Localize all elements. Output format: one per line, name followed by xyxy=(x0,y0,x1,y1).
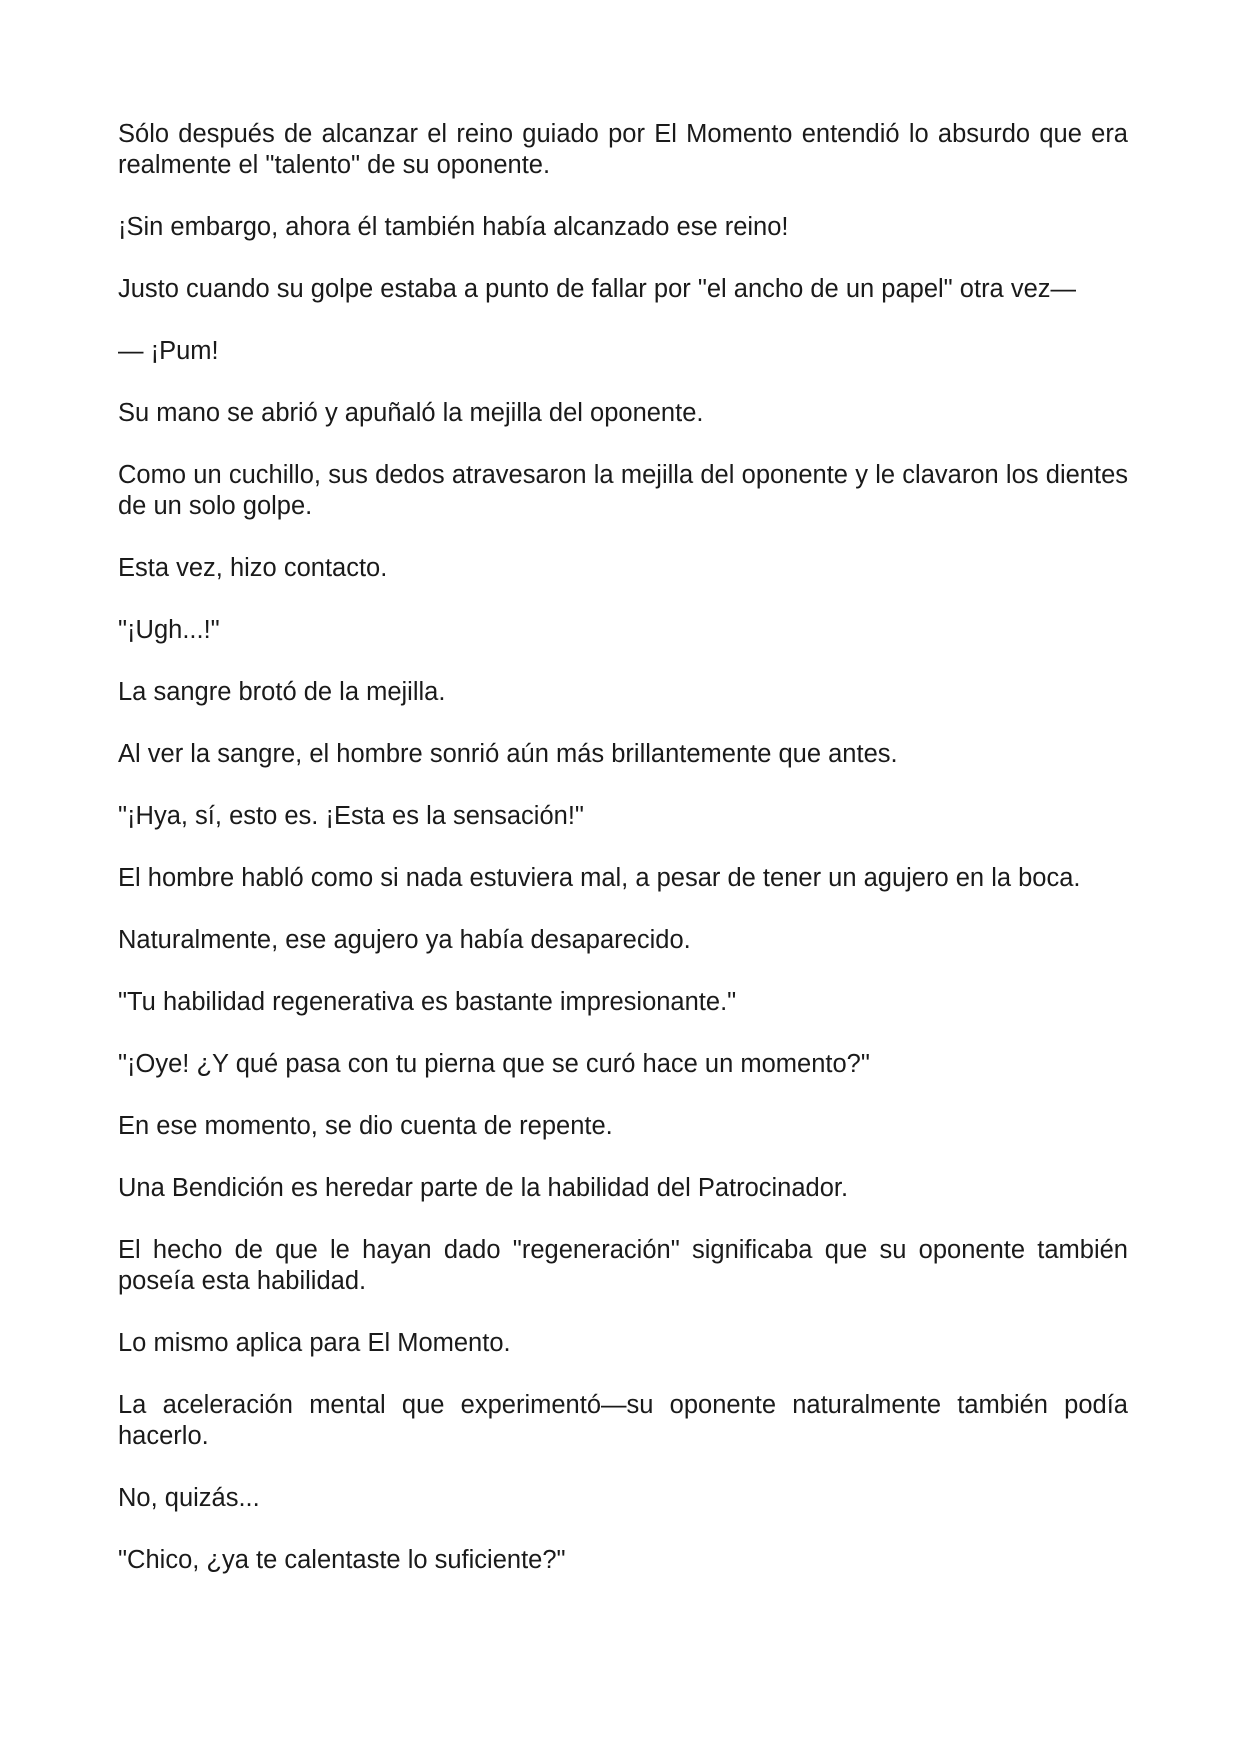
paragraph: Como un cuchillo, sus dedos atravesaron la mejilla del oponente y le clavaron los dientes de un solo golpe. xyxy=(118,461,1128,520)
paragraph: No, quizás... xyxy=(118,1484,260,1512)
paragraph: El hecho de que le hayan dado "regeneración" significaba que su oponente también poseía esta habilidad. xyxy=(118,1236,1128,1295)
paragraph: "¡Hya, sí, esto es. ¡Esta es la sensación!" xyxy=(118,802,584,830)
paragraph: "Chico, ¿ya te calentaste lo suficiente?" xyxy=(118,1546,566,1574)
paragraph: Lo mismo aplica para El Momento. xyxy=(118,1329,511,1357)
paragraph: En ese momento, se dio cuenta de repente. xyxy=(118,1112,613,1140)
paragraph: Esta vez, hizo contacto. xyxy=(118,554,388,582)
paragraph: — ¡Pum! xyxy=(118,337,219,365)
paragraph: "¡Ugh...!" xyxy=(118,616,220,644)
paragraph: Sólo después de alcanzar el reino guiado por El Momento entendió lo absurdo que era realmente el "talento" de su oponente. xyxy=(118,120,1128,179)
paragraph: La sangre brotó de la mejilla. xyxy=(118,678,446,706)
paragraph: ¡Sin embargo, ahora él también había alcanzado ese reino! xyxy=(118,213,789,241)
paragraph: La aceleración mental que experimentó—su oponente naturalmente también podía hacerlo. xyxy=(118,1391,1128,1450)
paragraph: Una Bendición es heredar parte de la habilidad del Patrocinador. xyxy=(118,1174,849,1202)
paragraph: Naturalmente, ese agujero ya había desaparecido. xyxy=(118,926,691,954)
document-body xyxy=(118,119,1128,1576)
paragraph: Justo cuando su golpe estaba a punto de fallar por "el ancho de un papel" otra vez— xyxy=(118,275,1077,303)
paragraph: El hombre habló como si nada estuviera mal, a pesar de tener un agujero en la boca. xyxy=(118,864,1081,892)
paragraph: Al ver la sangre, el hombre sonrió aún más brillantemente que antes. xyxy=(118,740,898,768)
paragraph: Su mano se abrió y apuñaló la mejilla del oponente. xyxy=(118,399,704,427)
paragraph: "¡Oye! ¿Y qué pasa con tu pierna que se curó hace un momento?" xyxy=(118,1050,870,1078)
paragraph: "Tu habilidad regenerativa es bastante impresionante." xyxy=(118,988,737,1016)
